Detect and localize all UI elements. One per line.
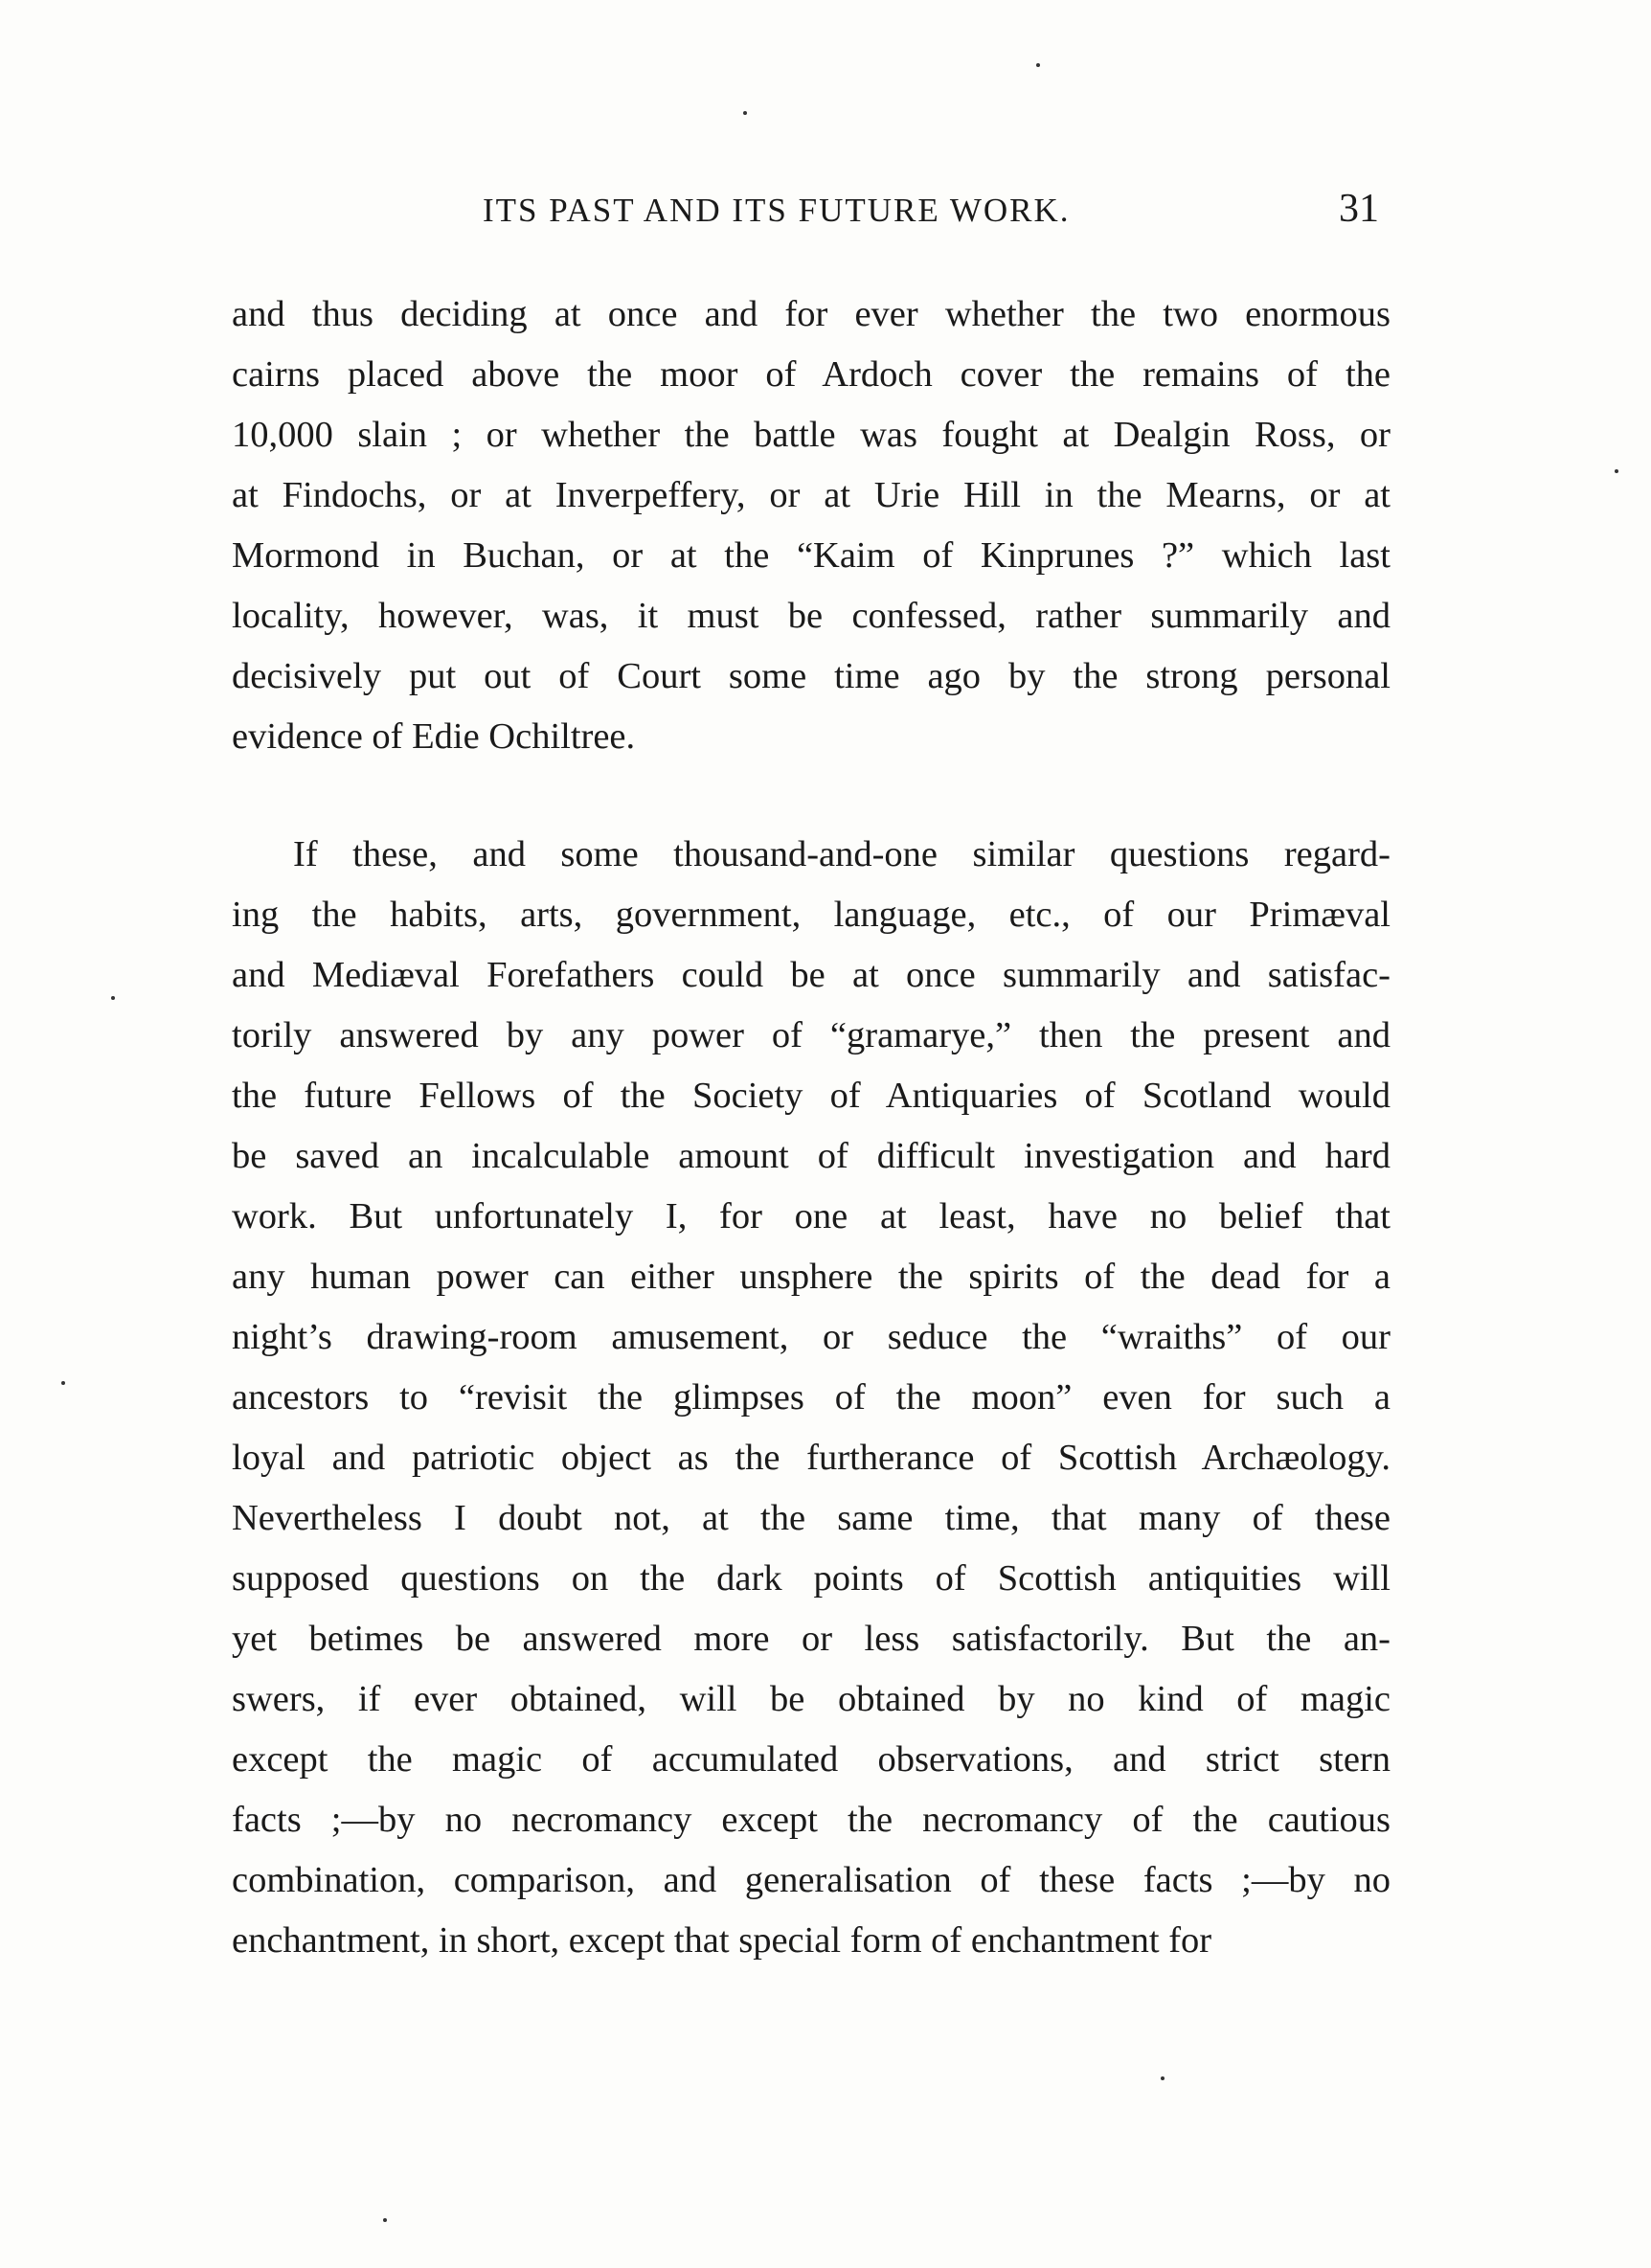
scan-speck (383, 2218, 387, 2222)
scan-speck (61, 1381, 65, 1385)
text-line: If these, and some thousand-and-one similar questions regard- (293, 834, 1391, 874)
text-line: ing the habits, arts, government, language, etc., of our Primæval (232, 895, 1391, 935)
text-line: any human power can either unsphere the spirits of the dead for a (232, 1257, 1391, 1297)
text-line: Nevertheless I doubt not, at the same time, that many of these (232, 1498, 1391, 1538)
scan-speck (743, 111, 747, 115)
text-line: and Mediæval Forefathers could be at once summarily and satisfac- (232, 955, 1391, 995)
text-line: at Findochs, or at Inverpeffery, or at Urie Hill in the Mearns, or at (232, 475, 1391, 515)
text-line: cairns placed above the moor of Ardoch cover the remains of the (232, 354, 1391, 395)
scan-speck (1036, 63, 1040, 67)
text-line: the future Fellows of the Society of Antiquaries of Scotland would (232, 1076, 1391, 1116)
text-line: locality, however, was, it must be confessed, rather summarily and (232, 596, 1391, 636)
scan-speck (1161, 2076, 1165, 2080)
scan-speck (1615, 469, 1618, 473)
page-number: 31 (1339, 187, 1379, 231)
text-line: 10,000 slain ; or whether the battle was fought at Dealgin Ross, or (232, 415, 1391, 455)
text-line: decisively put out of Court some time ago by the strong personal (232, 656, 1391, 696)
text-line: supposed questions on the dark points of Scottish antiquities will (232, 1558, 1391, 1599)
text-line: evidence of Edie Ochiltree. (232, 716, 636, 757)
text-line: enchantment, in short, except that special form of enchantment for (232, 1920, 1212, 1961)
text-line: loyal and patriotic object as the furtherance of Scottish Archæology. (232, 1438, 1391, 1478)
text-line: facts ;—by no necromancy except the necromancy of the cautious (232, 1800, 1391, 1840)
text-line: combination, comparison, and generalisation of these facts ;—by no (232, 1860, 1391, 1900)
text-line: swers, if ever obtained, will be obtained by no kind of magic (232, 1679, 1391, 1719)
text-line: Mormond in Buchan, or at the “Kaim of Kinprunes ?” which last (232, 535, 1391, 576)
text-line: ancestors to “revisit the glimpses of the moon” even for such a (232, 1377, 1391, 1418)
text-line: night’s drawing-room amusement, or seduce the “wraiths” of our (232, 1317, 1391, 1357)
paragraph-1 (232, 284, 1391, 767)
text-line: yet betimes be answered more or less satisfactorily. But the an- (232, 1619, 1391, 1659)
paragraph-2 (232, 825, 1391, 1971)
scan-speck (111, 996, 115, 1000)
text-line: work. But unfortunately I, for one at least, have no belief that (232, 1196, 1391, 1236)
text-line: and thus deciding at once and for ever whether the two enormous (232, 294, 1391, 334)
text-line: be saved an incalculable amount of difficult investigation and hard (232, 1136, 1391, 1176)
text-line: torily answered by any power of “gramarye,” then the present and (232, 1015, 1391, 1055)
text-line: except the magic of accumulated observations, and strict stern (232, 1739, 1391, 1780)
running-title: ITS PAST AND ITS FUTURE WORK. (483, 192, 1071, 229)
